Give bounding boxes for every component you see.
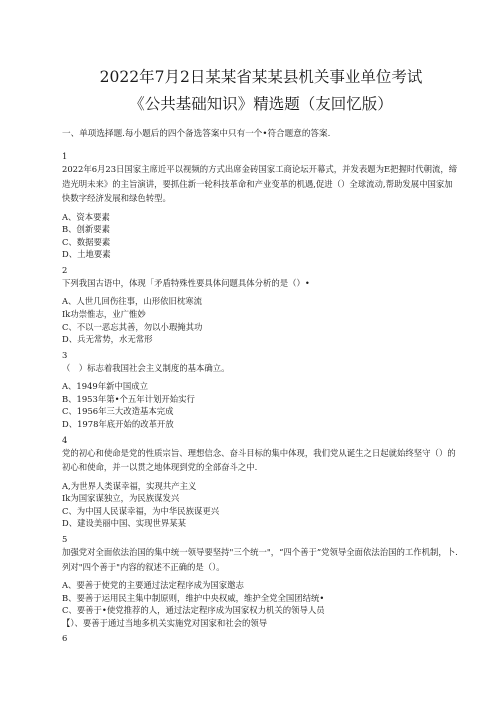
answer-option: C、1956年三大改造基本完成 [62,406,174,417]
question-stem: 党的初心和使命是党的性质宗旨、理想信念、奋斗目标的集中体现，我们党从诞生之日起就始终坚守（）的初心和使命，并一以贯之地体现到党的全部奋斗之中. [62,447,456,473]
answer-option: Ik功崇惟志，业广惟妙 [62,308,146,319]
question-number: 4 [62,434,68,445]
answer-options [62,295,460,345]
section-instructions: 一、单项选择题.每小题后的四个备选答案中只有一个•符合题意的答案. [62,129,331,139]
answer-options [62,380,460,430]
question-stem: 2022年6月23日国家主席近平以视频的方式出席金砖国家工商论坛开幕式，并发表题为E把握时代朝流，缔造光明未来》的主旨演讲，要抓住新一轮科技革命和产业变革的机遇,促进（）全球流动,帮助发展中国家加快数字经济发展和绿色转型。 [62,164,458,203]
document-subtitle: 《公共基础知识》精选题（友回忆版） [129,95,393,113]
answer-option: C、要善于•使党推荐的人，通过法定程序成为国家权力机关的领导人员 [62,605,325,616]
answer-option: A、资本要素 [62,211,110,222]
question-block [62,349,460,431]
question-block [62,533,460,629]
question-number: 2 [62,264,68,275]
answer-option: C、为中国人民谋幸福，为中华民族谋更兴 [62,505,220,516]
question-number: 6 [62,633,68,644]
answer-option: D、建设美丽中国、实现世界某某 [62,518,186,529]
question-block [62,264,460,346]
question-block [62,150,460,261]
question-number: 3 [62,349,68,360]
answer-option: D、土地要素 [62,249,111,260]
question-block [62,434,460,530]
question-number: 1 [62,151,68,161]
answer-option: D、1978年底开始的改革开放 [62,419,174,430]
document-title: 2022年7月2日某某省某某县机关事业单位考试 [99,68,423,86]
answer-options [62,579,460,629]
answer-option: A、要善于使党的主要通过法定程序成为国家邀志 [62,580,244,590]
answer-option: D、兵无常势，水无常形 [62,334,153,345]
question-number: 5 [62,534,68,544]
answer-option: A、人世几回伤往事，山形依旧枕寒流 [62,296,203,307]
answer-option: C、不以一恶忘其善，勿以小瑕掩其功 [62,321,203,332]
answer-option: A、1949年新中国成立 [62,381,148,392]
answer-option: B、要善于运用民主集中制原则，维护中央权威，维护全党全国团结统• [62,592,325,603]
answer-option: 【）、要善于通过当地多机关实施党对国家和社会的领导 [62,617,268,628]
question-list [62,150,460,644]
question-stem: （ ）标志着我国社会主义制度的基本确立。 [62,362,230,373]
answer-option: A,为世界人类谋幸福，实现共产主义 [62,480,197,491]
question-stem: 加强党对全面依法治国的集中统一领导要坚持"三个统一"，“四个善于”党领导全面依法治国的工作机制，卜.列对"四个善于"内容的叙述不正确的是（）。 [62,547,458,572]
answer-option: B、1953年第•个五年计划开始实行 [62,393,195,404]
question-stem: 下列我国古语中，体现「矛盾特殊性要具体问题具体分析的是（）• [62,277,310,288]
answer-option: C、数据要素 [62,236,111,247]
answer-options [62,211,460,261]
answer-option: Ik为国家谋独立，为民族谋发兴 [62,493,180,504]
answer-option: B、创新要素 [62,224,111,235]
question-block [62,632,460,644]
answer-options [62,480,460,530]
